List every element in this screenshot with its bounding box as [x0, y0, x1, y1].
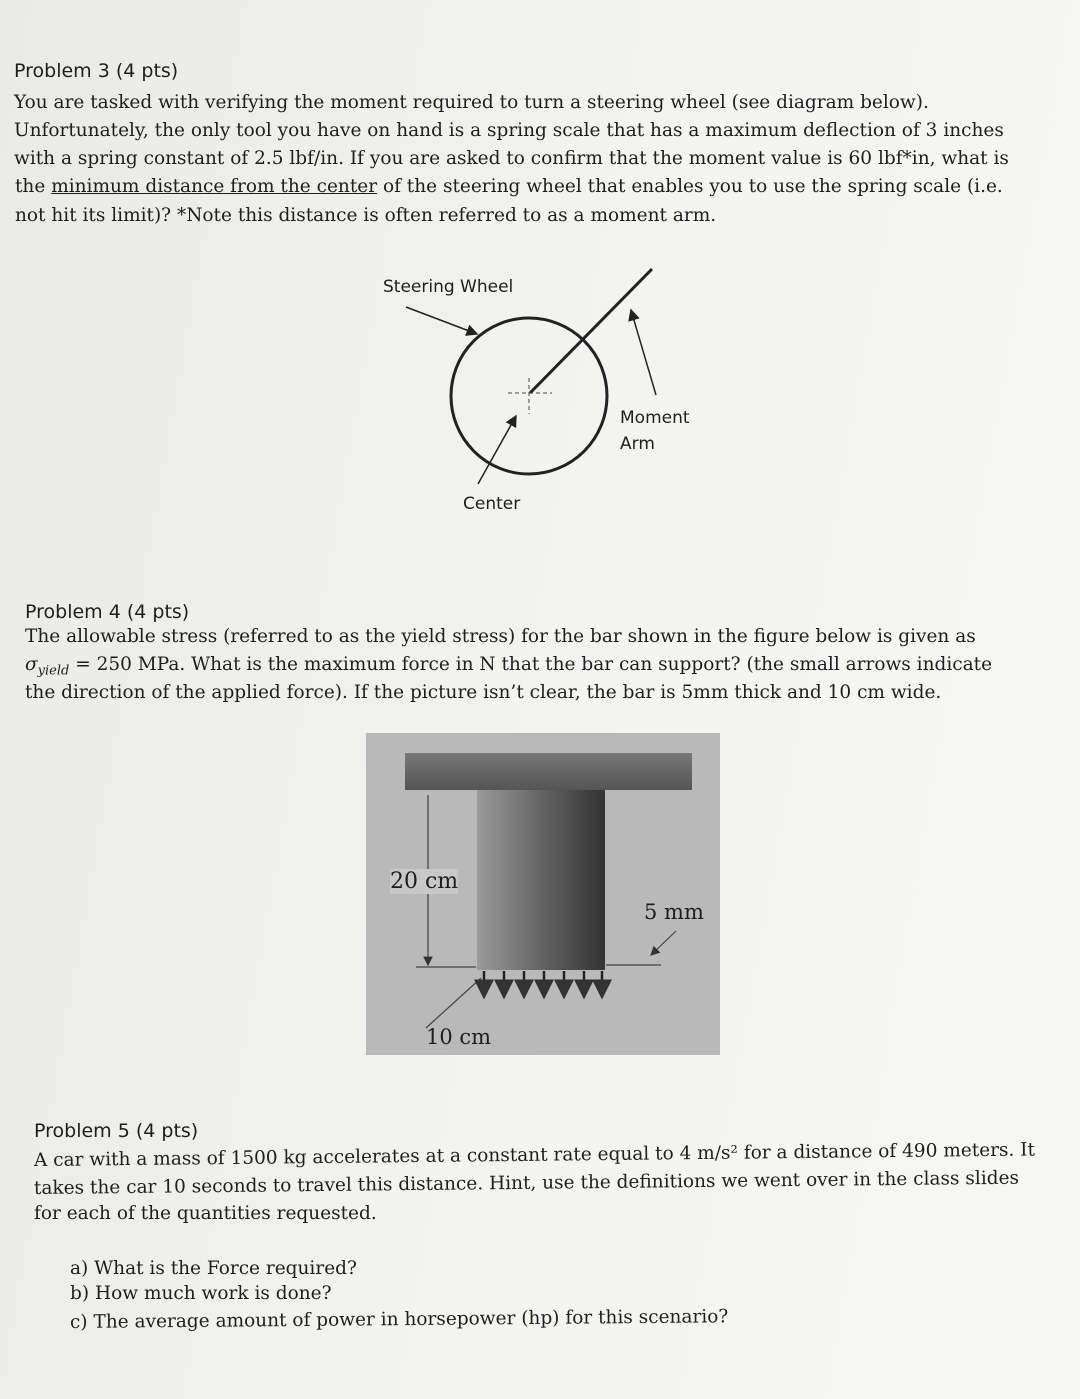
sigma-symbol: σ	[25, 654, 38, 675]
question-letter: c)	[69, 1311, 88, 1333]
question-letter: a)	[70, 1258, 89, 1279]
bar-dimensions	[366, 733, 720, 1055]
question-text: What is the Force required?	[94, 1258, 357, 1279]
sigma-subscript: yield	[37, 663, 70, 679]
question-c	[70, 1306, 728, 1334]
question-a	[70, 1258, 357, 1280]
center-pointer-arrow	[478, 416, 516, 484]
question-text: How much work is done?	[94, 1283, 332, 1304]
problem-3-line: You are tasked with verifying the moment required to turn a steering wheel (see diagram below).	[14, 92, 929, 113]
force-arrows	[484, 971, 602, 997]
moment-label: Moment	[620, 408, 690, 428]
moment-arm-arrow	[631, 310, 656, 395]
question-letter: b)	[70, 1283, 90, 1304]
bar-figure	[366, 733, 720, 1055]
problem-3-line: Unfortunately, the only tool you have on hand is a spring scale that has a maximum deflection of 3 inches	[14, 120, 1004, 141]
problem-4-line: The allowable stress (referred to as the yield stress) for the bar shown in the figure below is given as	[25, 626, 976, 647]
problem-4-title: Problem 4 (4 pts)	[25, 601, 190, 623]
problem-5-line: A car with a mass of 1500 kg accelerates at a constant rate equal to 4 m/s² for a distance of 490 meters. It	[33, 1139, 1036, 1171]
moment-arm-line	[530, 269, 652, 393]
problem-4-line	[25, 654, 993, 679]
question-b	[70, 1283, 332, 1305]
center-label: Center	[463, 494, 521, 514]
problem-5-line: takes the car 10 seconds to travel this distance. Hint, use the definitions we went over in the class slides	[33, 1167, 1020, 1199]
height-label: 20 cm	[390, 869, 459, 894]
arm-label: Arm	[620, 434, 655, 454]
text: = 250 MPa. What is the maximum force in N that the bar can support? (the small arrows indicate	[69, 654, 993, 675]
steering-wheel-label: Steering Wheel	[383, 277, 514, 297]
problem-5-title: Problem 5 (4 pts)	[34, 1120, 199, 1142]
width-label: 10 cm	[426, 1025, 492, 1049]
problem-4-line: the direction of the applied force). If the picture isn’t clear, the bar is 5mm thick and 10 cm wide.	[25, 682, 942, 703]
problem-3-line: not hit its limit)? *Note this distance is often referred to as a moment arm.	[15, 205, 717, 226]
problem-3-title: Problem 3 (4 pts)	[14, 60, 179, 82]
wheel-pointer-arrow	[406, 307, 477, 334]
steering-wheel-diagram	[0, 0, 1080, 560]
question-text: The average amount of power in horsepower (hp) for this scenario?	[93, 1306, 729, 1333]
problem-3-line: with a spring constant of 2.5 lbf/in. If you are asked to confirm that the moment value is 60 lbf*in, what is	[14, 148, 1009, 169]
text: the	[15, 176, 52, 197]
text: of the steering wheel that enables you to use the spring scale (i.e.	[377, 176, 1003, 197]
problem-5-line: for each of the quantities requested.	[34, 1203, 377, 1224]
underlined-text: minimum distance from the center	[51, 176, 378, 197]
thickness-label: 5 mm	[644, 900, 704, 924]
